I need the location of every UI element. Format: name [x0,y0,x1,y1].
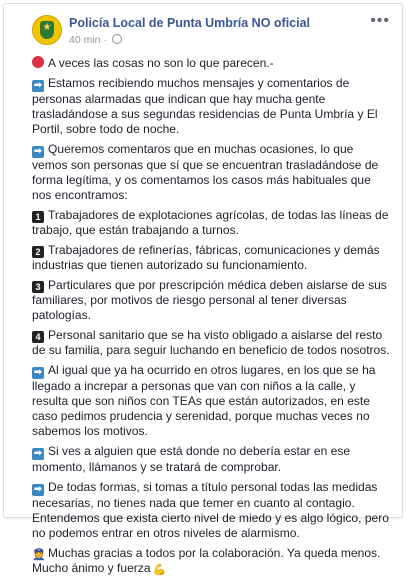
paragraph-text: Estamos recibiendo muchos mensajes y comentarios de personas alarmadas que indican que hay mucha gente trasladándose a sus segundas residencias de Punta Umbría y El Portil, sobre todo de noche. [32,75,378,137]
post-paragraph [32,546,392,576]
red-circle-icon [32,56,44,68]
star-icon: ★ [42,22,52,33]
facebook-post [3,3,403,576]
post-body [4,56,402,576]
paragraph-text: A veces las cosas no son lo que parecen.- [48,56,274,70]
post-header [4,4,402,56]
post-paragraph [32,363,392,440]
post-meta [69,34,122,46]
arrow-right-icon: ➡ [33,448,43,460]
paragraph-text: Personal sanitario que se ha visto obligado a aislarse del resto de su familia, para seguir luchando en beneficio de todos nosotros. [32,327,390,358]
paragraph-text: Al igual que ya ha ocurrido en otros lugares, en los que se ha llegado a increpar a personas que van con niños a la calle, y resulta que son niños con TEAs que están autorizados, en este caso pedimos prudencia y serenidad, porque muchas veces no sabemos los motivos. [32,362,376,439]
keycap-2-icon: 2 [32,246,44,258]
post-time[interactable]: 40 min [69,34,101,46]
post-paragraph [32,480,392,542]
arrow-right-icon: ➡ [33,483,43,495]
post-paragraph [32,328,392,358]
keycap-4-icon: 4 [32,331,44,343]
arrow-right-icon: ➡ [33,145,43,157]
keycap-3-icon: 3 [32,281,44,293]
arrow-right-icon: ➡ [33,79,43,91]
flexed-biceps-icon: 💪 [152,564,167,576]
meta-separator: · [103,34,107,46]
page-avatar[interactable] [32,15,62,45]
post-paragraph [32,444,392,475]
more-dots-icon[interactable]: ••• [370,12,390,29]
globe-icon [112,34,122,44]
paragraph-text: Trabajadores de refinerías, fábricas, comunicaciones y demás industrias que tienen autorizado su funcionamiento. [32,242,380,273]
paragraph-text: Si ves a alguien que está donde no debería estar en ese momento, llámanos y se tratará de comprobar. [32,444,351,475]
post-paragraph [32,76,392,138]
page-name-link[interactable]: Policía Local de Punta Umbría NO oficial [69,16,311,30]
post-paragraph [32,208,392,238]
keycap-1-icon: 1 [32,211,44,223]
post-paragraph [32,243,392,273]
post-paragraph [32,278,392,324]
paragraph-text: De todas formas, si tomas a título personal todas las medidas necesarias, no tienes nada que temer en cuanto al contagio. Entendemos que exista cierto nivel de miedo y es algo lógico, pero no podemos entrar en otros niveles de alarmismo. [32,479,389,541]
police-officer-icon: 👮 [32,548,46,561]
paragraph-text: Particulares que por prescripción médica deben aislarse de sus familiares, por motivos de riesgo personal al tener diversas patologías. [32,277,387,323]
post-paragraph [32,56,392,71]
post-paragraph [32,142,392,204]
arrow-right-icon: ➡ [33,366,43,378]
paragraph-text: Trabajadores de explotaciones agrícolas, de todas las líneas de trabajo, que están trabajando a turnos. [32,207,389,238]
paragraph-text: Queremos comentaros que en muchas ocasiones, lo que vemos son personas que sí que se encuentran trasladándose de forma legítima, y os comentamos los casos más habituales que nos encontramos: [32,141,379,203]
paragraph-text: Muchas gracias a todos por la colaboración. Ya queda menos. Mucho ánimo y fuerza [32,545,381,576]
